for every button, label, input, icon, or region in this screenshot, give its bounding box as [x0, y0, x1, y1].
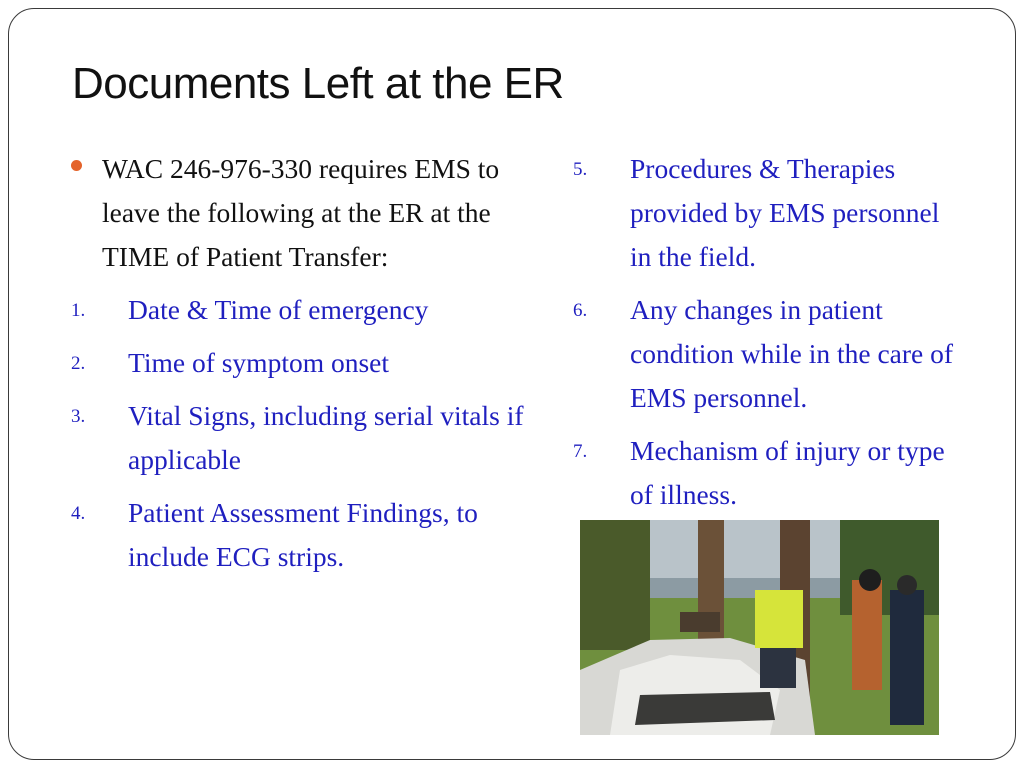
accident-scene-photo	[580, 520, 939, 735]
list-item-text: Patient Assessment Findings, to include ECG strips.	[128, 497, 478, 572]
intro-bullet	[71, 147, 531, 279]
list-item-text: Date & Time of emergency	[128, 294, 429, 325]
list-item-number: 7.	[573, 441, 588, 462]
list-item-text: Time of symptom onset	[128, 347, 390, 378]
list-item-number: 6.	[573, 300, 588, 321]
list-item	[573, 288, 963, 420]
list-item-text: Mechanism of injury or type of illness.	[630, 435, 945, 510]
list-item-number: 1.	[71, 300, 86, 321]
left-column	[71, 147, 531, 588]
list-item	[71, 288, 531, 332]
list-item	[71, 394, 531, 482]
list-item	[71, 491, 531, 579]
list-item-number: 5.	[573, 159, 588, 180]
list-item-number: 2.	[71, 353, 86, 374]
list-item-text: Procedures & Therapies provided by EMS personnel in the field.	[630, 153, 940, 272]
list-item-text: Vital Signs, including serial vitals if applicable	[128, 400, 524, 475]
list-item	[573, 147, 963, 279]
right-column	[573, 147, 963, 526]
slide-title: Documents Left at the ER	[72, 59, 564, 108]
list-item-number: 4.	[71, 503, 86, 524]
list-item-text: Any changes in patient condition while in the care of EMS personnel.	[630, 294, 954, 413]
list-item	[71, 341, 531, 385]
intro-bullet-text: WAC 246-976-330 requires EMS to leave the following at the ER at the TIME of Patient Transfer:	[102, 153, 500, 272]
list-item-number: 3.	[71, 406, 86, 427]
list-item	[573, 429, 963, 517]
bullet-dot-icon	[71, 160, 82, 171]
